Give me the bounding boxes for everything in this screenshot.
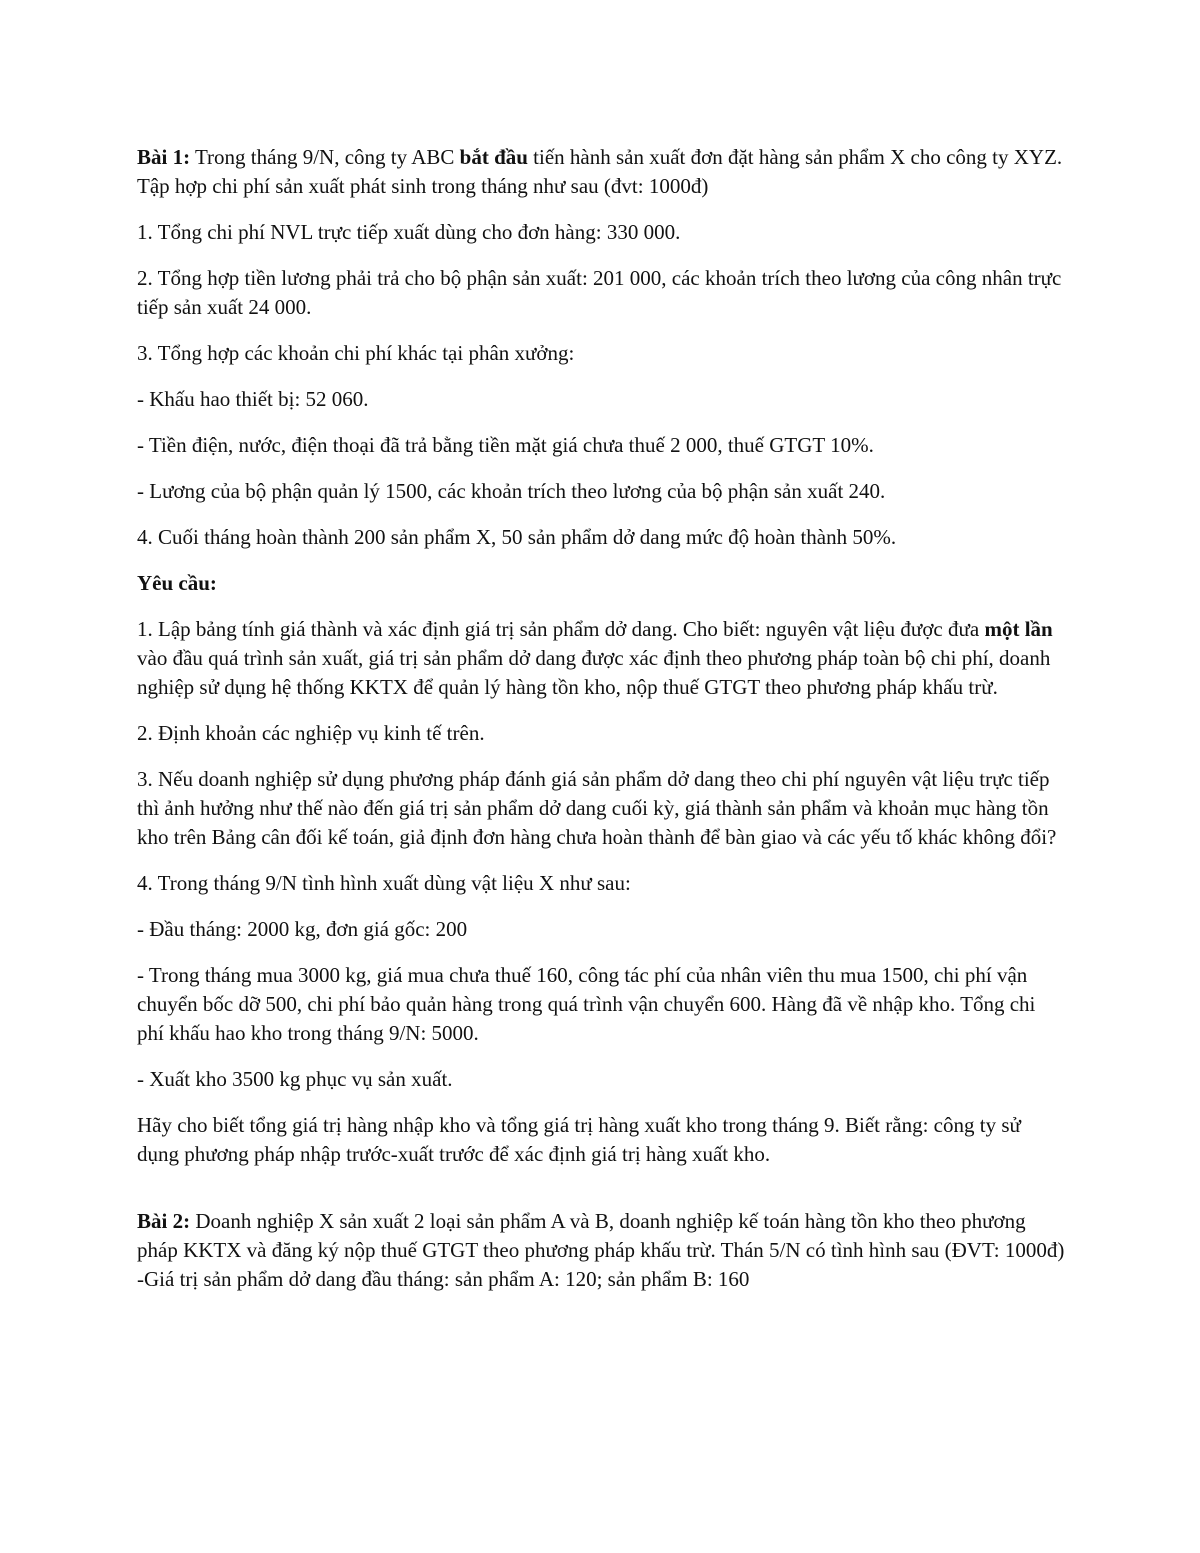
requirements-heading xyxy=(137,569,1067,598)
requirement-4-item-3: - Xuất kho 3500 kg phục vụ sản xuất. xyxy=(137,1067,453,1091)
document-page xyxy=(137,143,1067,1294)
section-gap xyxy=(137,1169,1067,1207)
bai1-heading: Bài 1: xyxy=(137,145,191,169)
requirement-1-text-b: vào đầu quá trình sản xuất, giá trị sản phẩm dở dang được xác định theo phương pháp toàn bộ chi phí, doanh nghiệp sử dụng hệ thống KKTX để quản lý hàng tồn kho, nộp thuế GTGT theo phương pháp khấu trừ. xyxy=(137,646,1051,699)
bai1-intro-text-a: Trong tháng 9/N, công ty ABC xyxy=(190,145,460,169)
bai1-item-1: 1. Tổng chi phí NVL trực tiếp xuất dùng cho đơn hàng: 330 000. xyxy=(137,220,681,244)
bai2-heading: Bài 2: xyxy=(137,1209,191,1233)
bai1-item-2: 2. Tổng hợp tiền lương phải trả cho bộ phận sản xuất: 201 000, các khoản trích theo lương của công nhân trực tiếp sản xuất 24 000. xyxy=(137,266,1062,319)
requirement-4: 4. Trong tháng 9/N tình hình xuất dùng vật liệu X như sau: xyxy=(137,871,631,895)
requirement-4-item-1: - Đầu tháng: 2000 kg, đơn giá gốc: 200 xyxy=(137,917,468,941)
bai2-intro-text: Doanh nghiệp X sản xuất 2 loại sản phẩm A và B, doanh nghiệp kế toán hàng tồn kho theo phương pháp KKTX và đăng ký nộp thuế GTGT theo phương pháp khấu trừ. Thán 5/N có tình hình sau (ĐVT: 1000đ) xyxy=(137,1209,1065,1262)
requirement-1-text-a: 1. Lập bảng tính giá thành và xác định giá trị sản phẩm dở dang. Cho biết: nguyên vật liệu được đưa xyxy=(137,617,985,641)
requirement-4-question: Hãy cho biết tổng giá trị hàng nhập kho và tổng giá trị hàng xuất kho trong tháng 9. Biết rằng: công ty sử dụng phương pháp nhập trước-xuất trước để xác định giá trị hàng xuất kho. xyxy=(137,1113,1021,1166)
bai2-line-1: -Giá trị sản phẩm dở dang đầu tháng: sản phẩm A: 120; sản phẩm B: 160 xyxy=(137,1267,750,1291)
requirement-1-bold: một lần xyxy=(984,617,1053,641)
requirements-heading-text: Yêu cầu: xyxy=(137,571,217,595)
bai1-intro-text-b: tiến hành sản xuất đơn đặt hàng sản phẩm X cho công ty XYZ. Tập hợp chi phí sản xuất phát sinh trong tháng như sau (đvt: 1000đ) xyxy=(137,145,1063,198)
requirement-1 xyxy=(137,615,1067,702)
bai1-item-3: 3. Tổng hợp các khoản chi phí khác tại phân xưởng: xyxy=(137,341,575,365)
bai1-item-3c: - Lương của bộ phận quản lý 1500, các khoản trích theo lương của bộ phận sản xuất 240. xyxy=(137,479,886,503)
requirement-3: 3. Nếu doanh nghiệp sử dụng phương pháp đánh giá sản phẩm dở dang theo chi phí nguyên vật liệu trực tiếp thì ảnh hưởng như thế nào đến giá trị sản phẩm dở dang cuối kỳ, giá thành sản phẩm và khoản mục hàng tồn kho trên Bảng cân đối kế toán, giả định đơn hàng chưa hoàn thành để bàn giao và các yếu tố khác không đổi? xyxy=(137,767,1057,849)
bai1-intro-bold: bắt đầu xyxy=(459,145,528,169)
bai1-item-4: 4. Cuối tháng hoàn thành 200 sản phẩm X, 50 sản phẩm dở dang mức độ hoàn thành 50%. xyxy=(137,525,897,549)
bai2-intro xyxy=(137,1207,1067,1265)
requirement-2: 2. Định khoản các nghiệp vụ kinh tế trên. xyxy=(137,721,485,745)
bai1-intro xyxy=(137,143,1067,201)
bai1-item-3b: - Tiền điện, nước, điện thoại đã trả bằng tiền mặt giá chưa thuế 2 000, thuế GTGT 10%. xyxy=(137,433,874,457)
bai1-item-3a: - Khấu hao thiết bị: 52 060. xyxy=(137,387,369,411)
requirement-4-item-2: - Trong tháng mua 3000 kg, giá mua chưa thuế 160, công tác phí của nhân viên thu mua 1500, chi phí vận chuyển bốc dỡ 500, chi phí bảo quản hàng trong quá trình vận chuyển 600. Hàng đã về nhập kho. Tổng chi phí khấu hao kho trong tháng 9/N: 5000. xyxy=(137,963,1036,1045)
